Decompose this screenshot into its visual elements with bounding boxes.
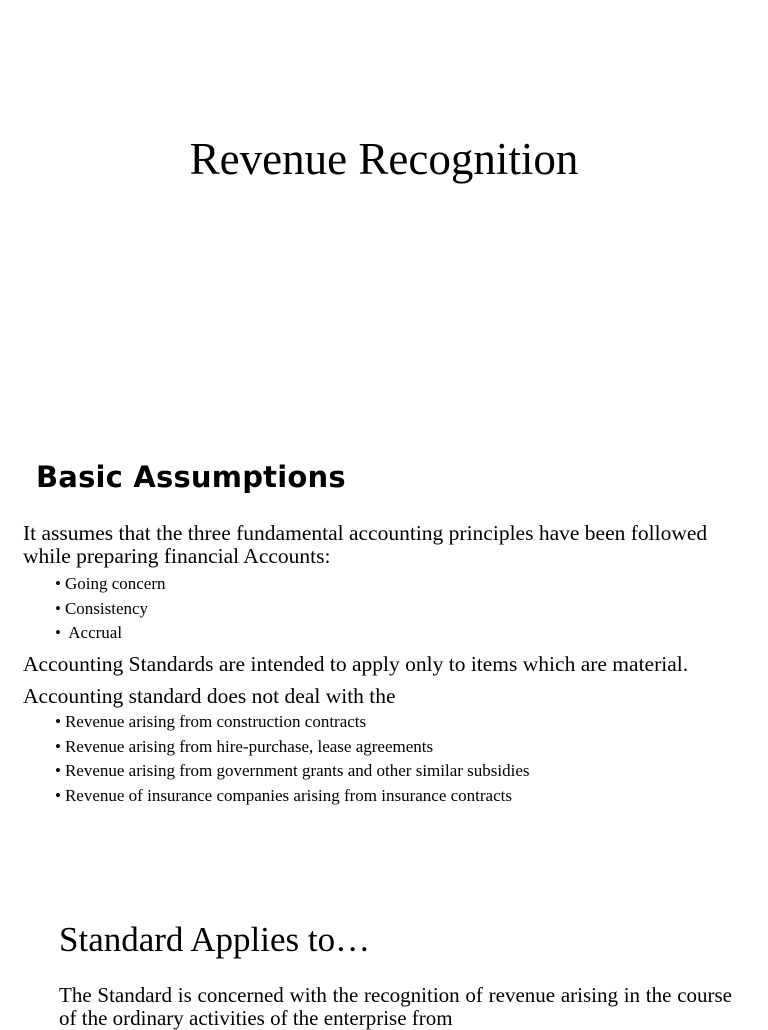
list-item: • Revenue arising from construction contracts — [55, 710, 530, 735]
principles-list — [55, 572, 166, 646]
list-item: • Going concern — [55, 572, 166, 597]
section-heading-standard-applies: Standard Applies to… — [59, 920, 371, 959]
list-item: • Revenue arising from hire-purchase, lease agreements — [55, 735, 530, 760]
standard-applies-text: The Standard is concerned with the recognition of revenue arising in the course of the ordinary activities of the enterprise from — [59, 983, 732, 1030]
slide-title-page — [0, 0, 768, 420]
list-item: • Revenue of insurance companies arising from insurance contracts — [55, 784, 530, 809]
assumptions-intro-text: It assumes that the three fundamental accounting principles have been followed while preparing financial Accounts: — [23, 521, 708, 568]
exclusions-list — [55, 710, 530, 808]
list-item: • Accrual — [55, 621, 166, 646]
list-item: • Consistency — [55, 597, 166, 622]
section-heading-basic-assumptions: Basic Assumptions — [36, 460, 346, 494]
page-title: Revenue Recognition — [189, 134, 579, 184]
exclusions-intro-text: Accounting standard does not deal with the — [23, 684, 396, 708]
list-item: • Revenue arising from government grants and other similar subsidies — [55, 759, 530, 784]
materiality-text: Accounting Standards are intended to apply only to items which are material. — [23, 652, 689, 676]
